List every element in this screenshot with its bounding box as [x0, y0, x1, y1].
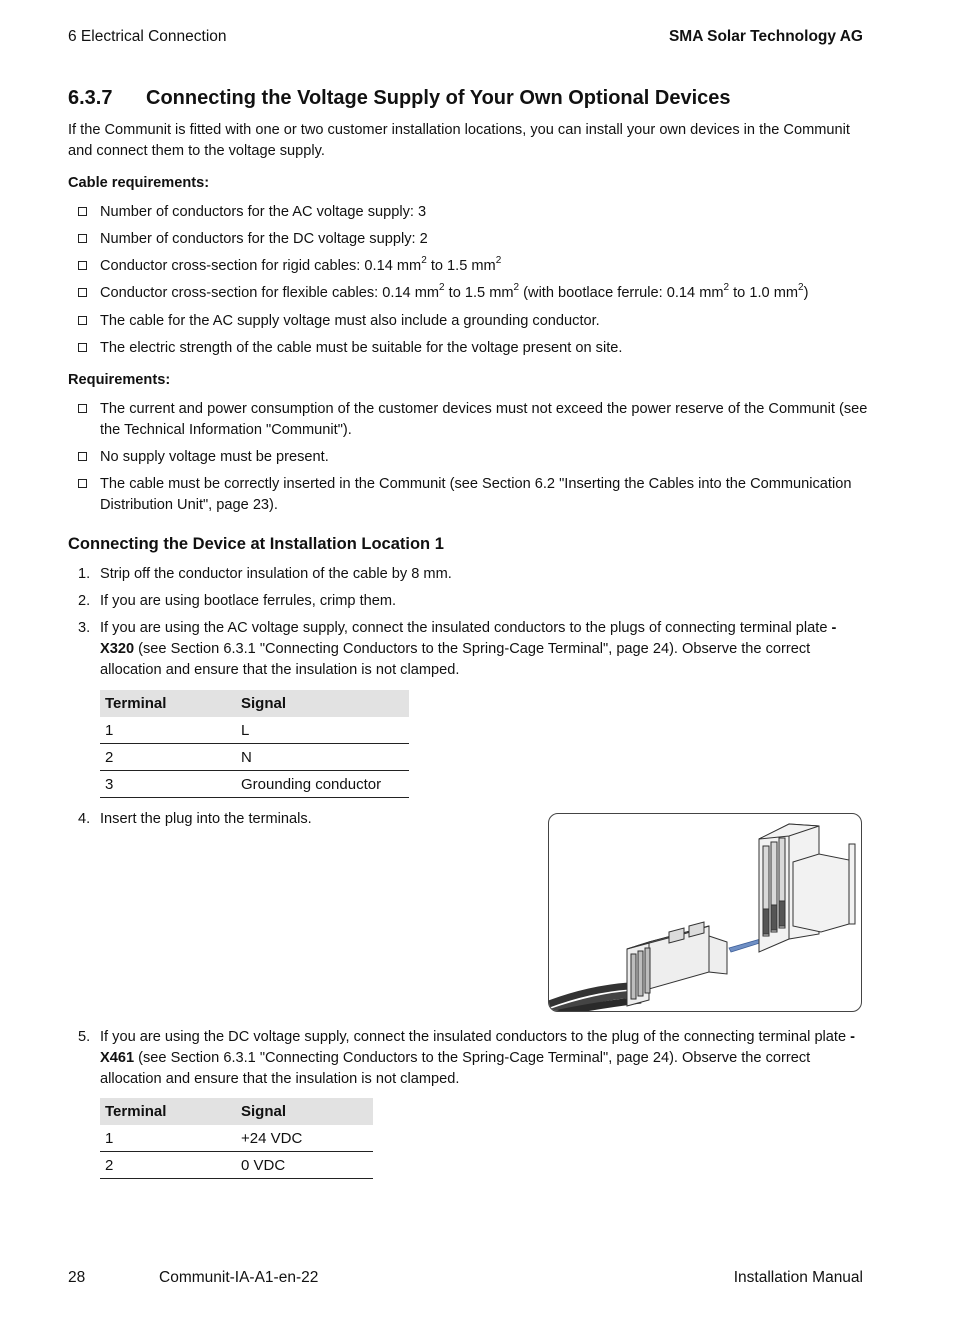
step-item: 2. If you are using bootlace ferrules, crimp them.: [78, 593, 397, 609]
table-row: 1 L: [100, 717, 409, 744]
checklist-item: The cable for the AC supply voltage must also include a grounding conductor.: [78, 311, 868, 332]
checkbox-icon: [78, 261, 87, 270]
table-header-signal: Signal: [236, 690, 409, 717]
header-company: SMA Solar Technology AG: [668, 28, 863, 45]
checklist-item: Conductor cross-section for flexible cables: 0.14 $mm^2$ to 1.5 $mm^2$ (with bootlace ferrule: 0.14 $mm^2$ to 1.0 $mm^2$): [78, 283, 868, 304]
table-row: 1 +24 VDC: [100, 1125, 373, 1152]
checkbox-icon: [78, 343, 87, 352]
table-header-terminal: Terminal: [100, 690, 236, 717]
table-row: 3 Grounding conductor: [100, 771, 409, 798]
table-header-terminal: Terminal: [100, 1098, 236, 1125]
checklist-item: No supply voltage must be present.: [78, 447, 868, 468]
step-item: 4. Insert the plug into the terminals.: [78, 811, 312, 827]
procedure-title: Connecting the Device at Installation Location 1: [68, 535, 444, 553]
terminal-plug-illustration: [549, 814, 862, 1012]
step-item: 3. If you are using the AC voltage supply, connect the insulated conductors to the plugs of connecting terminal plate -X320 (see Section 6.3.1 "Connecting Conductors to the Spring-Cage Terminal", page 24). Observe the correct allocation and ensure that the insulation is not clamped.: [78, 620, 837, 678]
checklist-item: The electric strength of the cable must be suitable for the voltage present on site.: [78, 338, 868, 359]
checkbox-icon: [78, 288, 87, 297]
document-id: Communit-IA-A1-en-22: [159, 1269, 319, 1286]
table-row: 2 0 VDC: [100, 1152, 373, 1179]
checklist-item: The cable must be correctly inserted in the Communit (see Section 6.2 "Inserting the Cables into the Communication Distribution Unit", page 23).: [78, 474, 868, 516]
checklist-item: Number of conductors for the AC voltage supply: 3: [78, 202, 868, 223]
checklist-item: Number of conductors for the DC voltage supply: 2: [78, 229, 868, 250]
requirements-title: Requirements:: [68, 372, 171, 388]
checklist-item: Conductor cross-section for rigid cables: 0.14 $mm^2$ to 1.5 $mm^2$: [78, 256, 868, 277]
section-number: 6.3.7: [68, 87, 113, 109]
section-title: Connecting the Voltage Supply of Your Own Optional Devices: [146, 87, 731, 109]
checkbox-icon: [78, 404, 87, 413]
checklist-item: The current and power consumption of the customer devices must not exceed the power reserve of the Communit (see the Technical Information "Communit").: [78, 399, 868, 441]
checkbox-icon: [78, 452, 87, 461]
cable-requirements-title: Cable requirements:: [68, 175, 210, 191]
dc-terminal-table: [100, 1098, 373, 1179]
document-type: Installation Manual: [733, 1269, 863, 1286]
plug-insertion-figure: [548, 813, 862, 1012]
checkbox-icon: [78, 479, 87, 488]
section-heading: [68, 87, 731, 110]
table-row: 2 N: [100, 744, 409, 771]
table-header-signal: Signal: [236, 1098, 373, 1125]
page-number: 28: [68, 1269, 86, 1286]
step-item: 1. Strip off the conductor insulation of the cable by 8 mm.: [78, 566, 452, 582]
step-item: 5. If you are using the DC voltage supply, connect the insulated conductors to the plug of the connecting terminal plate -X461 (see Section 6.3.1 "Connecting Conductors to the Spring-Cage Terminal", page 24). Observe the correct allocation and ensure that the insulation is not clamped.: [78, 1029, 856, 1087]
ac-terminal-table: [100, 690, 409, 798]
checkbox-icon: [78, 234, 87, 243]
checkbox-icon: [78, 316, 87, 325]
header-section: 6 Electrical Connection: [68, 28, 227, 45]
intro-paragraph: If the Communit is fitted with one or two customer installation locations, you can install your own devices in the Communit and connect them to the voltage supply.: [68, 122, 850, 159]
checkbox-icon: [78, 207, 87, 216]
